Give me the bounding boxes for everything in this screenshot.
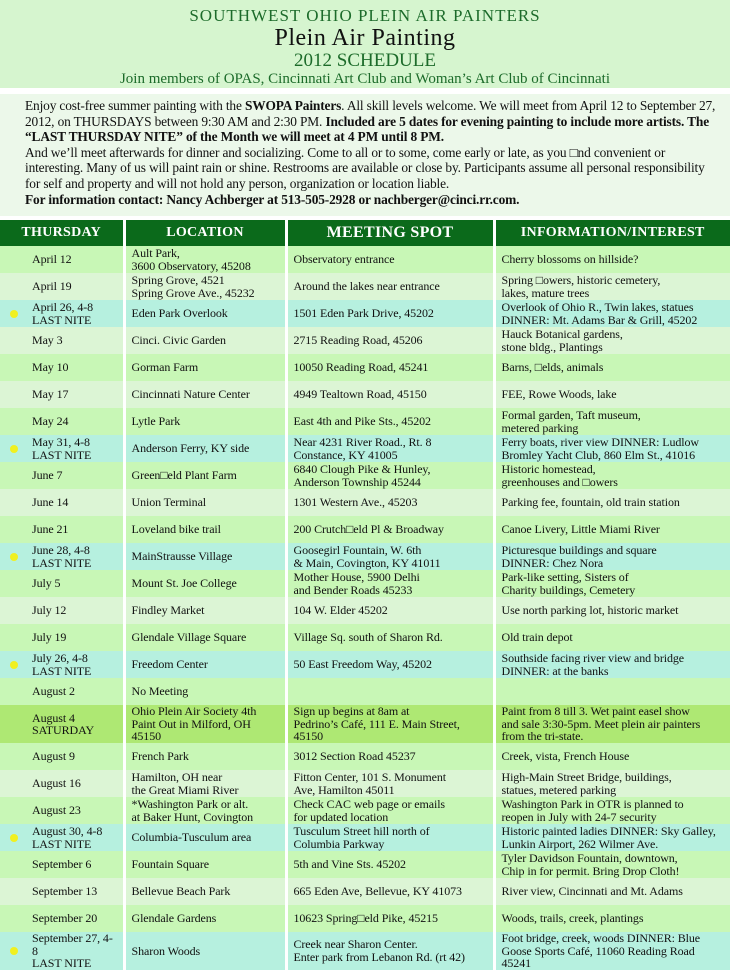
info-cell-line: Paint from 8 till 3. Wet paint easel show — [501, 704, 690, 719]
location-cell-line: Eden Park Overlook — [131, 306, 228, 321]
info-cell-line: Overlook of Ohio R., Twin lakes, statues — [501, 300, 694, 314]
date-cell-line: September 6 — [32, 857, 92, 872]
date-cell-line: June 28, 4-8 — [32, 543, 90, 557]
column-header-meeting-spot: MEETING SPOT — [286, 220, 494, 246]
last-nite-dot-icon — [10, 947, 18, 955]
info-cell-line: metered parking — [501, 420, 579, 435]
meeting-spot-cell-line: East 4th and Pike Sts., 45202 — [293, 414, 431, 429]
location-cell — [124, 797, 286, 824]
info-cell-line: greenhouses and □owers — [501, 474, 618, 489]
location-cell — [124, 597, 286, 624]
date-cell-line: August 30, 4-8 — [32, 824, 103, 838]
meeting-spot-cell — [286, 435, 494, 462]
date-cell-line: LAST NITE — [32, 312, 92, 327]
table-header-row — [0, 220, 730, 246]
meeting-spot-cell-line: Pedrino’s Café, 111 E. Main Street, 45150 — [293, 716, 460, 744]
meeting-spot-cell-line: 4949 Tealtown Road, 45150 — [293, 387, 427, 402]
table-row — [0, 516, 730, 543]
table-row — [0, 824, 730, 851]
info-cell — [494, 932, 730, 970]
location-cell-line: Ohio Plein Air Society 4th — [131, 704, 257, 719]
location-cell-line: Loveland bike trail — [131, 522, 221, 537]
location-cell-line: Green□eld Plant Farm — [131, 468, 237, 483]
meeting-spot-cell — [286, 770, 494, 797]
last-nite-dot-icon — [10, 661, 18, 669]
date-cell — [0, 327, 124, 354]
location-cell — [124, 851, 286, 878]
info-cell — [494, 381, 730, 408]
table-row — [0, 435, 730, 462]
meeting-spot-cell-line: 10050 Reading Road, 45241 — [293, 360, 429, 375]
date-cell-line: April 12 — [32, 252, 72, 267]
meeting-spot-cell-line: Constance, KY 41005 — [293, 447, 398, 462]
date-cell — [0, 932, 124, 970]
location-cell — [124, 543, 286, 570]
meeting-spot-cell — [286, 705, 494, 743]
last-nite-dot-icon — [10, 834, 18, 842]
info-cell — [494, 905, 730, 932]
date-cell-line: June 7 — [32, 468, 63, 483]
last-nite-dot-icon — [10, 553, 18, 561]
date-cell-line: September 20 — [32, 911, 98, 926]
meeting-spot-cell — [286, 878, 494, 905]
info-cell — [494, 354, 730, 381]
meeting-spot-cell-line: 665 Eden Ave, Bellevue, KY 41073 — [293, 884, 462, 899]
date-cell — [0, 273, 124, 300]
location-cell — [124, 905, 286, 932]
date-cell — [0, 435, 124, 462]
date-cell-line: April 26, 4-8 — [32, 300, 94, 314]
table-row — [0, 797, 730, 824]
location-cell-line: Hamilton, OH near — [131, 770, 223, 784]
info-cell — [494, 408, 730, 435]
location-cell-line: Mount St. Joe College — [131, 576, 237, 591]
meeting-spot-cell-line: Around the lakes near entrance — [293, 279, 440, 294]
meeting-spot-cell — [286, 651, 494, 678]
info-cell-line: Southside facing river view and bridge — [501, 651, 684, 665]
intro-details: And we’ll meet afterwards for dinner and socializing. Come to all or to some, come early or late, as you □nd convenient or interesting. Many of us will paint rain or shine. Restrooms are available or close by. Participants assume all personal responsibility for self and property and will not hold any person, organization or location liable. — [25, 144, 705, 191]
meeting-spot-cell-line: 50 East Freedom Way, 45202 — [293, 657, 432, 672]
meeting-spot-cell-line: 2715 Reading Road, 45206 — [293, 333, 423, 348]
info-cell — [494, 462, 730, 489]
table-row — [0, 624, 730, 651]
info-cell — [494, 878, 730, 905]
meeting-spot-cell-line: 200 Crutch□eld Pl & Broadway — [293, 522, 444, 537]
date-cell-line: August 4 — [32, 710, 75, 725]
date-cell-line: LAST NITE — [32, 447, 92, 462]
info-cell — [494, 246, 730, 273]
location-cell-line: Freedom Center — [131, 657, 208, 672]
date-cell — [0, 770, 124, 797]
meeting-spot-cell-line: 3012 Section Road 45237 — [293, 749, 416, 764]
date-cell-line: May 3 — [32, 333, 63, 348]
intro-group-name: SWOPA Painters — [244, 98, 342, 113]
info-cell-line: Canoe Livery, Little Miami River — [501, 522, 660, 537]
table-row — [0, 878, 730, 905]
date-cell — [0, 570, 124, 597]
location-cell-line: Paint Out in Milford, OH 45150 — [131, 716, 251, 744]
info-cell-line: Chip in for permit. Bring Drop Cloth! — [501, 863, 680, 878]
info-cell-line: Spring □owers, historic cemetery, — [501, 273, 661, 287]
location-cell-line: Ault Park, — [131, 246, 180, 260]
meeting-spot-cell-line: 1501 Eden Park Drive, 45202 — [293, 306, 434, 321]
info-cell-line: Creek, vista, French House — [501, 749, 630, 764]
date-cell — [0, 381, 124, 408]
flyer-header — [0, 0, 730, 88]
location-cell — [124, 624, 286, 651]
location-cell — [124, 770, 286, 797]
date-cell-line: August 2 — [32, 684, 75, 699]
meeting-spot-cell — [286, 327, 494, 354]
meeting-spot-cell — [286, 516, 494, 543]
info-cell-line: River view, Cincinnati and Mt. Adams — [501, 884, 683, 899]
date-cell — [0, 624, 124, 651]
location-cell — [124, 462, 286, 489]
location-cell — [124, 435, 286, 462]
date-cell — [0, 246, 124, 273]
location-cell-line: MainStrausse Village — [131, 549, 233, 564]
table-row — [0, 381, 730, 408]
location-cell — [124, 878, 286, 905]
info-cell-line: Formal garden, Taft museum, — [501, 408, 641, 422]
date-cell-line: September 27, 4-8 — [32, 931, 113, 958]
meeting-spot-cell-line: Anderson Township 45244 — [293, 474, 421, 489]
info-cell-line: Old train depot — [501, 630, 573, 645]
column-header-thursday: THURSDAY — [0, 220, 124, 246]
contact-info: For information contact: Nancy Achberger at 513-505-2928 or nachberger@cinci.rr.com. — [25, 191, 520, 207]
meeting-spot-cell — [286, 543, 494, 570]
info-cell-line: Ferry boats, river view DINNER: Ludlow — [501, 435, 699, 449]
meeting-spot-cell-line: 6840 Clough Pike & Hunley, — [293, 462, 431, 476]
info-cell — [494, 597, 730, 624]
location-cell — [124, 300, 286, 327]
date-cell — [0, 878, 124, 905]
location-cell — [124, 408, 286, 435]
location-cell — [124, 327, 286, 354]
location-cell-line: No Meeting — [131, 684, 189, 699]
location-cell — [124, 516, 286, 543]
table-row — [0, 932, 730, 970]
date-cell-line: LAST NITE — [32, 663, 92, 678]
date-cell-line: July 5 — [32, 576, 61, 591]
info-cell — [494, 273, 730, 300]
table-row — [0, 354, 730, 381]
location-cell-line: Gorman Farm — [131, 360, 199, 375]
info-cell — [494, 570, 730, 597]
info-cell — [494, 705, 730, 743]
location-cell-line: Findley Market — [131, 603, 205, 618]
info-cell — [494, 624, 730, 651]
date-cell — [0, 651, 124, 678]
info-cell — [494, 516, 730, 543]
meeting-spot-cell-line: Village Sq. south of Sharon Rd. — [293, 630, 443, 645]
meeting-spot-cell-line: for updated location — [293, 809, 389, 824]
table-row — [0, 651, 730, 678]
date-cell-line: July 26, 4-8 — [32, 651, 88, 665]
table-row — [0, 327, 730, 354]
meeting-spot-cell — [286, 905, 494, 932]
date-cell — [0, 905, 124, 932]
table-row — [0, 597, 730, 624]
location-cell-line: French Park — [131, 749, 189, 764]
date-cell — [0, 678, 124, 705]
date-cell-line: August 16 — [32, 776, 81, 791]
info-cell — [494, 435, 730, 462]
date-cell-line: August 23 — [32, 803, 81, 818]
date-cell — [0, 824, 124, 851]
table-row — [0, 462, 730, 489]
location-cell-line: *Washington Park or alt. — [131, 797, 249, 811]
date-cell — [0, 489, 124, 516]
location-cell-line: the Great Miami River — [131, 782, 239, 797]
location-cell — [124, 932, 286, 970]
meeting-spot-cell-line: & Main, Covington, KY 41011 — [293, 555, 441, 570]
info-cell-line: reopen in July with 24-7 security — [501, 809, 657, 824]
table-row — [0, 770, 730, 797]
location-cell-line: Columbia-Tusculum area — [131, 830, 252, 845]
meeting-spot-cell-line: 10623 Spring□eld Pike, 45215 — [293, 911, 438, 926]
meeting-spot-cell — [286, 932, 494, 970]
info-cell — [494, 327, 730, 354]
meeting-spot-cell-line: 104 W. Elder 45202 — [293, 603, 388, 618]
info-cell-line: Bromley Yacht Club, 860 Elm St., 41016 — [501, 447, 696, 462]
info-cell-line: Picturesque buildings and square — [501, 543, 657, 557]
last-nite-dot-icon — [10, 445, 18, 453]
info-cell-line: Goose Sports Café, 11060 Reading Road 45241 — [501, 943, 695, 970]
table-row — [0, 489, 730, 516]
info-cell — [494, 678, 730, 705]
meeting-spot-cell-line: Columbia Parkway — [293, 836, 385, 851]
location-cell-line: Glendale Village Square — [131, 630, 247, 645]
table-row — [0, 570, 730, 597]
organization-name: SOUTHWEST OHIO PLEIN AIR PAINTERS — [189, 6, 541, 25]
info-cell — [494, 651, 730, 678]
date-cell-line: May 24 — [32, 414, 69, 429]
info-cell-line: FEE, Rowe Woods, lake — [501, 387, 617, 402]
meeting-spot-cell — [286, 273, 494, 300]
info-cell-line: Cherry blossoms on hillside? — [501, 252, 639, 267]
meeting-spot-cell — [286, 570, 494, 597]
date-cell — [0, 797, 124, 824]
last-nite-dot-icon — [10, 310, 18, 318]
table-row — [0, 851, 730, 878]
meeting-spot-cell-line: Near 4231 River Road., Rt. 8 — [293, 435, 432, 449]
info-cell — [494, 770, 730, 797]
meeting-spot-cell-line: Mother House, 5900 Delhi — [293, 570, 420, 584]
info-cell-line: Foot bridge, creek, woods DINNER: Blue — [501, 931, 701, 945]
schedule-table — [0, 220, 730, 970]
meeting-spot-cell-line: and Bender Roads 45233 — [293, 582, 413, 597]
info-cell-line: Lunkin Airport, 262 Wilmer Ave. — [501, 836, 659, 851]
date-cell — [0, 516, 124, 543]
date-cell-line: April 19 — [32, 279, 72, 294]
info-cell-line: Historic painted ladies DINNER: Sky Galley, — [501, 824, 716, 838]
date-cell — [0, 705, 124, 743]
date-cell-line: May 17 — [32, 387, 69, 402]
location-cell — [124, 705, 286, 743]
location-cell-line: Union Terminal — [131, 495, 207, 510]
date-cell-line: June 14 — [32, 495, 69, 510]
page-title: Plein Air Painting — [274, 25, 456, 51]
date-cell-line: May 10 — [32, 360, 69, 375]
meeting-spot-cell — [286, 743, 494, 770]
date-cell — [0, 743, 124, 770]
info-cell-line: from the tri-state. — [501, 729, 584, 744]
location-cell — [124, 570, 286, 597]
date-cell-line: June 21 — [32, 522, 69, 537]
meeting-spot-cell-line: Fitton Center, 101 S. Monument — [293, 770, 447, 784]
table-row — [0, 678, 730, 705]
meeting-spot-cell-line: Check CAC web page or emails — [293, 797, 445, 811]
table-row — [0, 300, 730, 327]
meeting-spot-cell-line: Creek near Sharon Center. — [293, 937, 418, 952]
date-cell-line: LAST NITE — [32, 836, 92, 851]
location-cell-line: Sharon Woods — [131, 943, 201, 958]
meeting-spot-cell — [286, 489, 494, 516]
info-cell-line: Woods, trails, creek, plantings — [501, 911, 644, 926]
meeting-spot-cell — [286, 597, 494, 624]
date-cell-line: SATURDAY — [32, 723, 95, 737]
info-cell-line: Use north parking lot, historic market — [501, 603, 679, 618]
meeting-spot-cell-line: Sign up begins at 8am at — [293, 704, 410, 719]
location-cell — [124, 381, 286, 408]
location-cell-line: Spring Grove Ave., 45232 — [131, 285, 255, 300]
location-cell-line: Bellevue Beach Park — [131, 884, 231, 899]
column-header-information: INFORMATION/INTEREST — [494, 220, 730, 246]
meeting-spot-cell — [286, 678, 494, 705]
info-cell-line: DINNER: Chez Nora — [501, 555, 604, 570]
info-cell-line: lakes, mature trees — [501, 285, 590, 300]
date-cell — [0, 543, 124, 570]
meeting-spot-cell-line: Ave, Hamilton 45011 — [293, 782, 395, 797]
intro-paragraph — [25, 98, 720, 145]
info-cell — [494, 851, 730, 878]
info-cell — [494, 300, 730, 327]
info-cell-line: High-Main Street Bridge, buildings, — [501, 770, 672, 784]
table-row — [0, 273, 730, 300]
date-cell-line: LAST NITE — [32, 555, 92, 570]
intro-text-part: . All skill levels welcome. We will meet from April 12 to September 27, 2012, on THURSDAYS between 9:30 AM and 2:30 PM. — [25, 98, 716, 129]
meeting-spot-cell-line: Enter park from Lebanon Rd. (rt 42) — [293, 949, 465, 964]
table-row — [0, 408, 730, 435]
meeting-spot-cell-line: Goosegirl Fountain, W. 6th — [293, 543, 422, 557]
date-cell — [0, 354, 124, 381]
location-cell-line: Spring Grove, 4521 — [131, 273, 225, 287]
location-cell — [124, 273, 286, 300]
date-cell — [0, 851, 124, 878]
location-cell — [124, 824, 286, 851]
meeting-spot-cell — [286, 408, 494, 435]
info-cell-line: DINNER: at the banks — [501, 663, 609, 678]
meeting-spot-cell — [286, 462, 494, 489]
info-cell — [494, 824, 730, 851]
location-cell — [124, 489, 286, 516]
table-row — [0, 705, 730, 743]
date-cell-line: LAST NITE — [32, 956, 92, 970]
meeting-spot-cell — [286, 851, 494, 878]
meeting-spot-cell-line: 1301 Western Ave., 45203 — [293, 495, 418, 510]
meeting-spot-cell-line: Tusculum Street hill north of — [293, 824, 430, 838]
info-cell-line: Park-like setting, Sisters of — [501, 570, 629, 584]
table-row — [0, 246, 730, 273]
location-cell-line: Cinci. Civic Garden — [131, 333, 226, 348]
location-cell-line: Lytle Park — [131, 414, 181, 429]
schedule-subtitle: 2012 SCHEDULE — [294, 50, 436, 71]
info-cell-line: Hauck Botanical gardens, — [501, 327, 623, 341]
date-cell — [0, 408, 124, 435]
meeting-spot-cell — [286, 797, 494, 824]
info-cell-line: and sale 3:30-5pm. Meet plein air painters — [501, 716, 701, 731]
location-cell — [124, 354, 286, 381]
info-cell-line: stone bldg., Plantings — [501, 339, 603, 354]
info-cell-line: statues, metered parking — [501, 782, 617, 797]
location-cell — [124, 246, 286, 273]
info-cell-line: Charity buildings, Cemetery — [501, 582, 636, 597]
location-cell-line: Cincinnati Nature Center — [131, 387, 250, 402]
date-cell — [0, 462, 124, 489]
meeting-spot-cell — [286, 381, 494, 408]
table-row — [0, 743, 730, 770]
meeting-spot-cell — [286, 354, 494, 381]
column-header-location: LOCATION — [124, 220, 286, 246]
join-line: Join members of OPAS, Cincinnati Art Club and Woman’s Art Club of Cincinnati — [119, 71, 611, 87]
info-cell — [494, 543, 730, 570]
info-cell — [494, 489, 730, 516]
meeting-spot-cell-line: 5th and Vine Sts. 45202 — [293, 857, 406, 872]
info-cell — [494, 797, 730, 824]
intro-text-part: Enjoy cost-free summer painting with the — [25, 98, 245, 113]
location-cell-line: Glendale Gardens — [131, 911, 217, 926]
date-cell — [0, 597, 124, 624]
info-cell-line: Barns, □elds, animals — [501, 360, 604, 375]
location-cell-line: at Baker Hunt, Covington — [131, 809, 254, 824]
date-cell — [0, 300, 124, 327]
date-cell-line: August 9 — [32, 749, 75, 764]
location-cell-line: Anderson Ferry, KY side — [131, 441, 250, 456]
meeting-spot-cell — [286, 624, 494, 651]
meeting-spot-cell — [286, 246, 494, 273]
intro-text — [0, 94, 730, 216]
location-cell-line: 3600 Observatory, 45208 — [131, 258, 251, 273]
info-cell-line: Washington Park in OTR is planned to — [501, 797, 684, 811]
info-cell — [494, 743, 730, 770]
intro-evening-note: Included are 5 dates for evening painting to include more artists. The “LAST THURSDAY NITE” of the Month we will meet at 4 PM until 8 PM. — [25, 113, 709, 145]
info-cell-line: Tyler Davidson Fountain, downtown, — [501, 851, 678, 865]
date-cell-line: September 13 — [32, 884, 98, 899]
info-cell-line: Parking fee, fountain, old train station — [501, 495, 680, 510]
meeting-spot-cell — [286, 300, 494, 327]
meeting-spot-cell — [286, 824, 494, 851]
date-cell-line: May 31, 4-8 — [32, 435, 90, 449]
location-cell — [124, 678, 286, 705]
info-cell-line: Historic homestead, — [501, 462, 596, 476]
meeting-spot-cell-line: Observatory entrance — [293, 252, 395, 267]
location-cell-line: Fountain Square — [131, 857, 209, 872]
date-cell-line: July 19 — [32, 630, 67, 645]
location-cell — [124, 651, 286, 678]
location-cell — [124, 743, 286, 770]
table-row — [0, 543, 730, 570]
date-cell-line: July 12 — [32, 603, 67, 618]
info-cell-line: DINNER: Mt. Adams Bar & Grill, 45202 — [501, 312, 698, 327]
table-row — [0, 905, 730, 932]
